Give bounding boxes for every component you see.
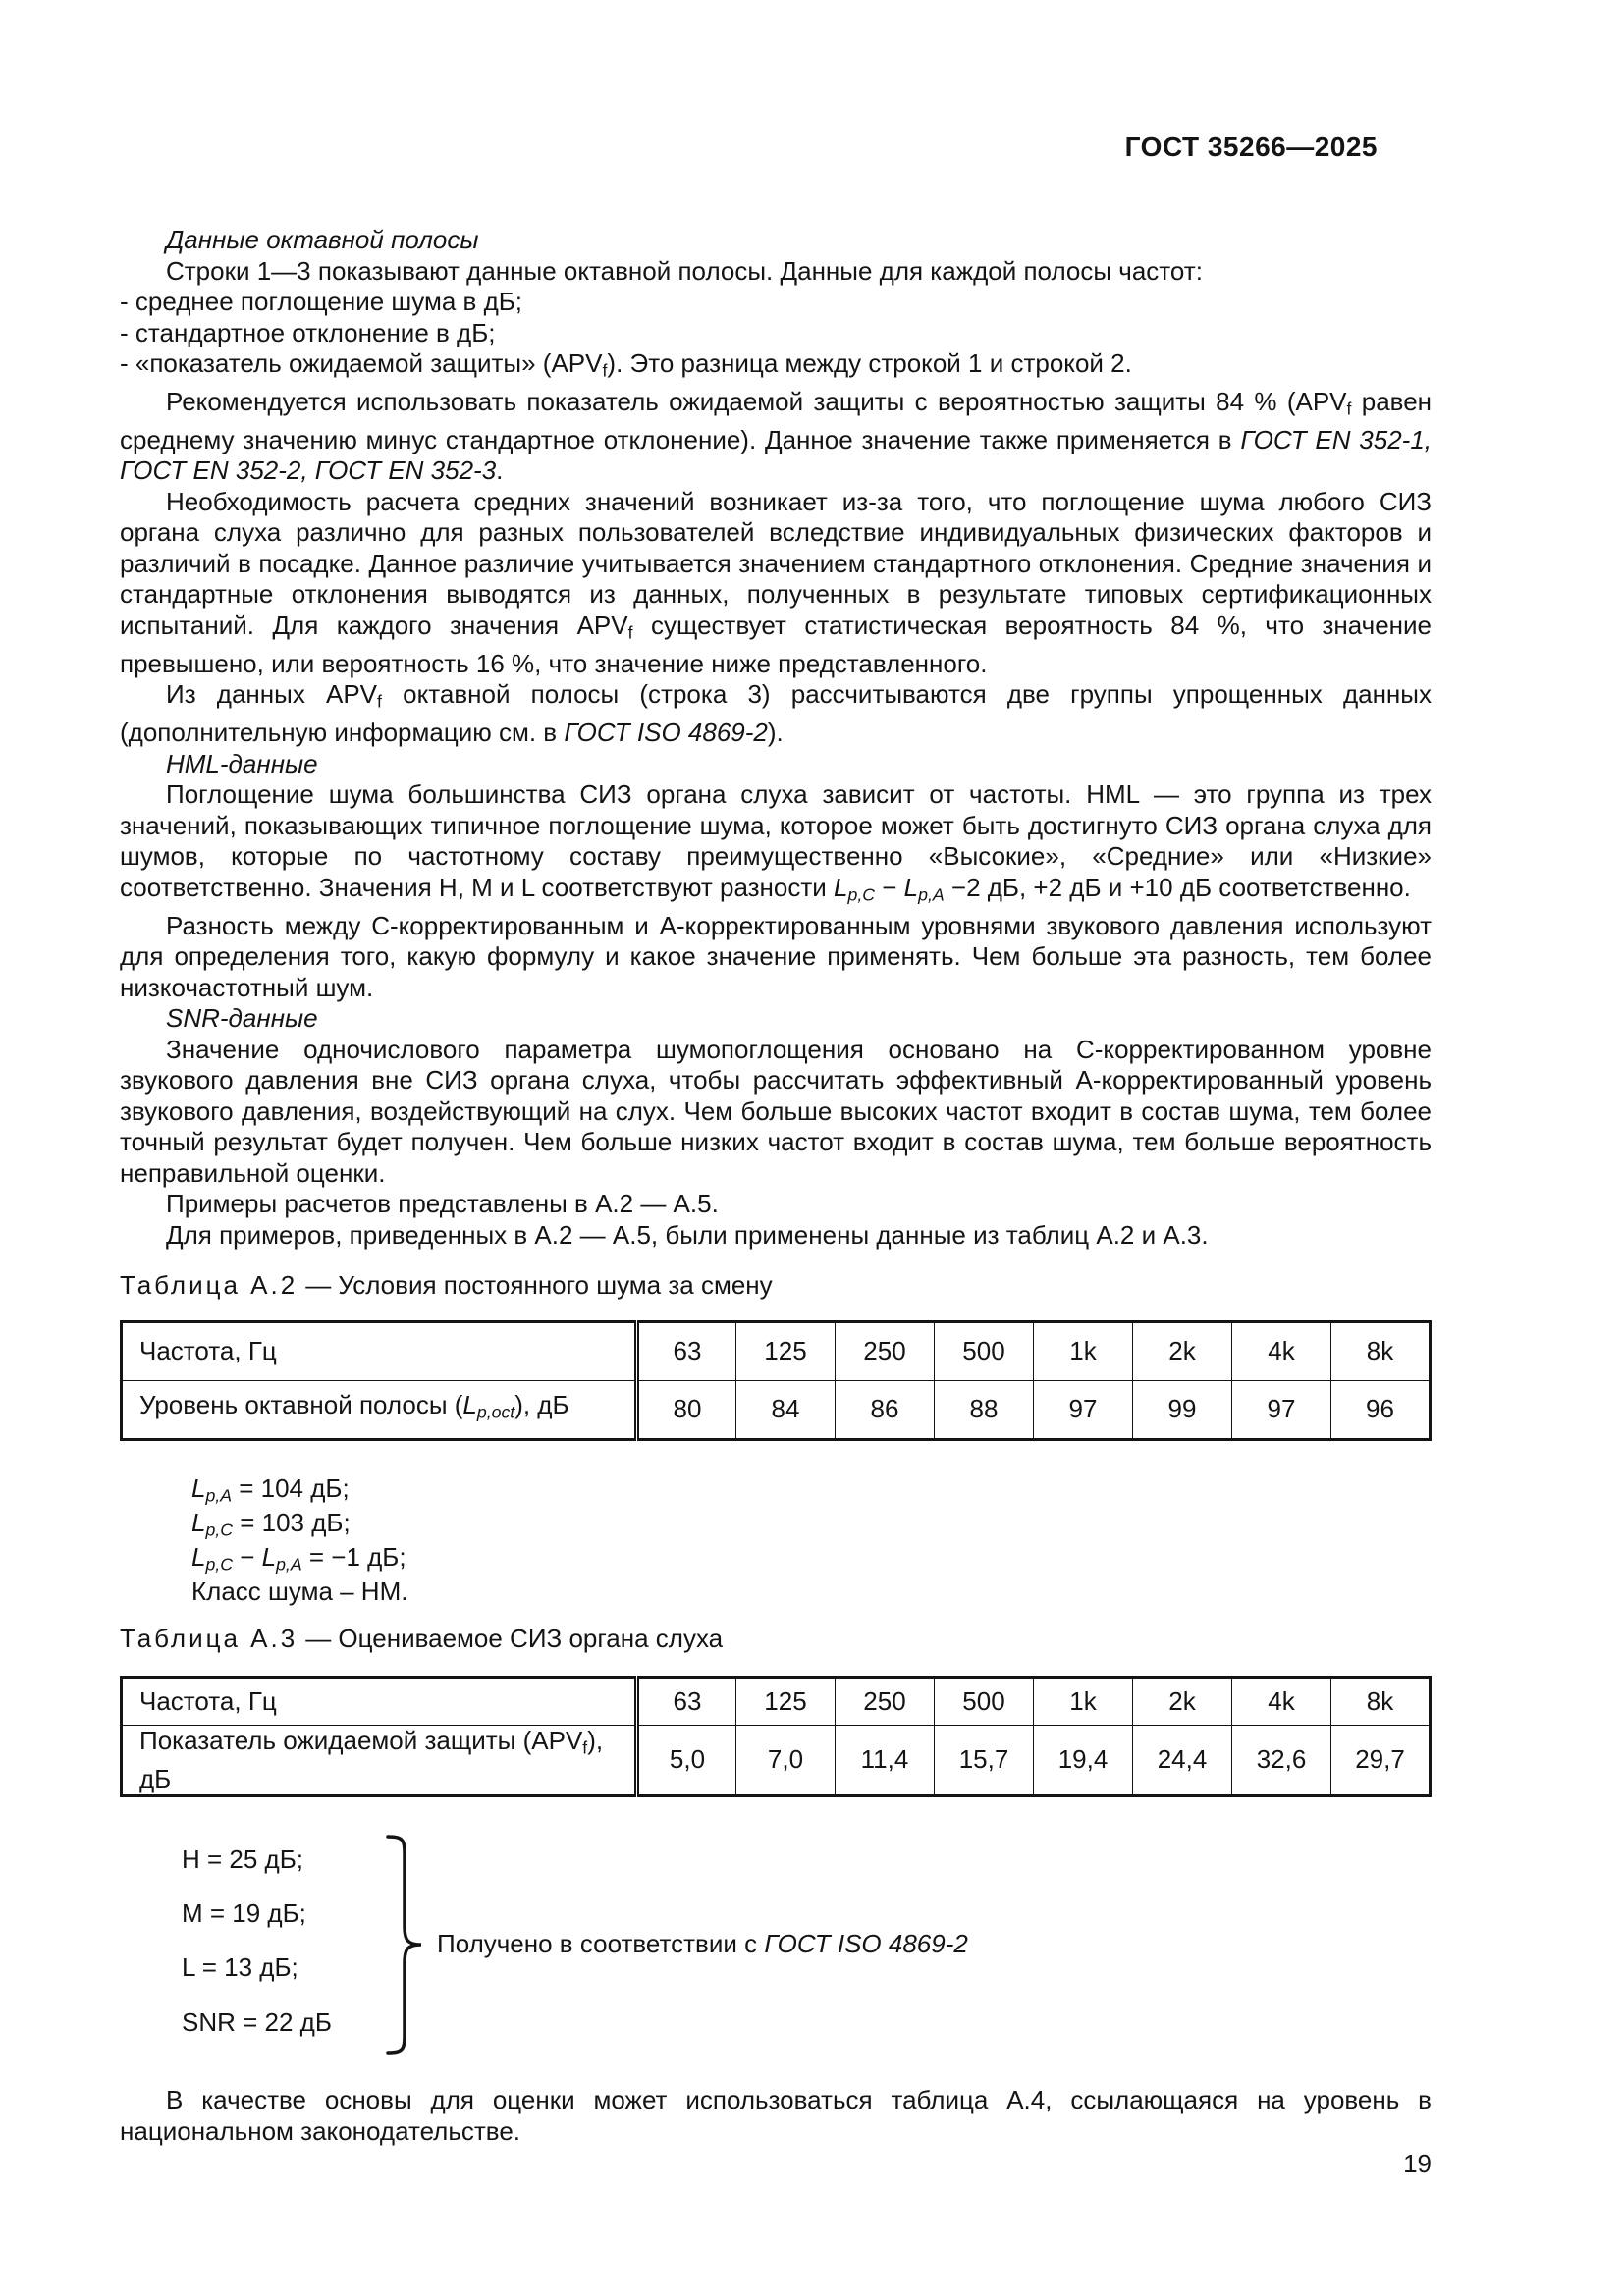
value-cell: 4k (1232, 1678, 1331, 1726)
paragraph (120, 679, 1432, 748)
value-cell: 8k (1331, 1321, 1431, 1380)
text-segment: p,C (847, 884, 876, 905)
value-cell: 7,0 (736, 1726, 836, 1796)
text-segment: f (1346, 399, 1352, 419)
text-segment: ). Это разница между строкой 1 и строкой 2. (607, 348, 1132, 378)
body-text (120, 225, 1432, 1251)
paragraph (120, 256, 1432, 288)
text-segment: Из данных APV (166, 679, 378, 710)
value-cell: 15,7 (935, 1726, 1034, 1796)
text-segment: Значение одночислового параметра шумопоглощения основано на C-корректированном уровне звукового давления вне СИЗ органа слуха, чтобы рассчитать эффективный A-корректированный уровень звукового давления, воздействующий на слух. Чем больше высоких частот входит в состав шума, тем более точный результат будет получен. Чем больше низких частот входит в состав шума, тем больше вероятность неправильной оценки. (120, 1034, 1432, 1188)
text-segment: Поглощение шума большинства СИЗ органа слуха зависит от частоты. HML — это группа из трех значений, показывающих типичное поглощение шума, которое может быть достигнуто СИЗ органа слуха для шумов, которые по частотному составу преимущественно «Высокие», «Средние» или «Низкие» соответственно. Значения H, M и L соответствуют разности (120, 779, 1432, 902)
table-row (122, 1380, 1431, 1439)
text-segment: f (377, 691, 382, 712)
value-cell: 4k (1232, 1321, 1331, 1380)
value-cell: 84 (736, 1380, 836, 1439)
paragraph (120, 1035, 1432, 1190)
text-segment: Строки 1—3 показывают данные октавной полосы. Данные для каждой полосы частот: (166, 255, 1203, 286)
value-cell: 63 (637, 1321, 736, 1380)
text-segment: p,oct (476, 1402, 515, 1422)
value-cell: 125 (736, 1678, 836, 1726)
text-segment: f (602, 360, 608, 381)
text-segment: L (903, 872, 919, 902)
text-segment: = 104 дБ; (232, 1472, 350, 1503)
value-cell: 250 (836, 1321, 935, 1380)
text-segment: = 103 дБ; (232, 1507, 351, 1537)
value-cell: 500 (935, 1678, 1034, 1726)
hml-snr-brace-figure (120, 1834, 1432, 2056)
text-segment: ГОСТ ISO 4869-2 (564, 718, 768, 748)
formula-line (191, 1471, 1432, 1506)
text-segment: SNR-данные (166, 1003, 318, 1034)
value-cell: 2k (1133, 1678, 1232, 1726)
text-segment: f (582, 1737, 588, 1758)
formula-line (191, 1506, 1432, 1540)
text-segment: ), дБ (139, 1726, 604, 1793)
formula-line (191, 1575, 1432, 1609)
paragraph (120, 287, 1432, 318)
text-segment: В качестве основы для оценки может использоваться таблица А.4, ссылающаяся на уровень в национальном законодательстве. (120, 2085, 1432, 2146)
value-cell: 24,4 (1133, 1726, 1232, 1796)
text-segment: Класс шума – НМ. (191, 1575, 408, 1606)
text-segment: ГОСТ ISO 4869-2 (764, 1929, 968, 1959)
text-segment: Для примеров, приведенных в А.2 — А.5, были применены данные из таблиц А.2 и А.3. (166, 1219, 1209, 1250)
text-segment: L (191, 1541, 206, 1572)
paragraph (120, 318, 1432, 349)
table-row (122, 1678, 1431, 1726)
text-segment: Рекомендуется использовать показатель ожидаемой защиты с вероятностью защиты 84 % (APV (166, 386, 1347, 416)
value-cell: 80 (637, 1380, 736, 1439)
value-cell: 97 (1232, 1380, 1331, 1439)
text-segment: = −1 дБ; (301, 1541, 406, 1572)
closing-paragraph (120, 2085, 1432, 2147)
paragraph (120, 348, 1432, 387)
page-content (120, 225, 1432, 2180)
value-cell: 2k (1133, 1321, 1232, 1380)
text-segment: . (496, 455, 504, 486)
text-segment: ). (767, 718, 784, 748)
table-a2-caption (120, 1270, 1432, 1302)
value-cell: 99 (1133, 1380, 1232, 1439)
value-cell: 1k (1034, 1678, 1133, 1726)
page-header: ГОСТ 35266—2025 (1124, 132, 1378, 162)
text-segment: p,C (205, 1553, 233, 1574)
table-a3-caption-text: — Оцениваемое СИЗ органа слуха (305, 1623, 724, 1653)
text-segment: HML-данные (166, 748, 318, 778)
table-a2 (120, 1320, 1432, 1441)
value-cell: 1k (1034, 1321, 1133, 1380)
table-a3-caption (120, 1624, 1432, 1655)
value-cell: 8k (1331, 1678, 1431, 1726)
table-row (122, 1726, 1431, 1796)
text-segment: − (232, 1541, 262, 1572)
text-segment: L (462, 1390, 477, 1420)
value-cell: 86 (836, 1380, 935, 1439)
table-a3-caption-label: Таблица А.3 (120, 1623, 298, 1653)
value-cell: 29,7 (1331, 1726, 1431, 1796)
row-label-cell (122, 1726, 637, 1796)
brace-item: H = 25 дБ; (182, 1844, 304, 1875)
text-segment: p,A (276, 1553, 302, 1574)
brace-item: L = 13 дБ; (182, 1952, 298, 1983)
paragraph (120, 749, 1432, 780)
text-segment: Показатель ожидаемой защиты (APV (139, 1726, 583, 1756)
value-cell: 88 (935, 1380, 1034, 1439)
text-segment: октавной полосы (строка 3) рассчитываются две группы упрощенных данных (дополнительную информацию см. в (120, 679, 1432, 748)
text-segment: L (191, 1507, 206, 1537)
value-cell: 500 (935, 1321, 1034, 1380)
row-label-cell (122, 1678, 637, 1726)
text-segment: ГОСТ EN 352-1, ГОСТ EN 352-2, ГОСТ EN 352-3 (120, 424, 1432, 486)
table-a3 (120, 1676, 1432, 1797)
text-segment: - стандартное отклонение в дБ; (120, 317, 496, 347)
value-cell: 32,6 (1232, 1726, 1331, 1796)
paragraph (120, 779, 1432, 910)
curly-brace-icon (381, 1834, 426, 2056)
text-segment: - «показатель ожидаемой защиты» (APV (120, 348, 603, 378)
text-segment: - среднее поглощение шума в дБ; (120, 287, 523, 316)
text-segment: −2 дБ, +2 дБ и +10 дБ соответственно. (944, 872, 1411, 902)
text-segment: − (875, 872, 904, 902)
page-number: 19 (1403, 2149, 1432, 2179)
paragraph (120, 1003, 1432, 1035)
value-cell: 96 (1331, 1380, 1431, 1439)
text-segment: Необходимость расчета средних значений возникает из-за того, что поглощение шума любого СИЗ органа слуха различно для разных пользователей вследствие индивидуальных физических факторов и различий в посадке. Данное различие учитывается значением стандартного отклонения. Средние значения и стандартные отклонения выводятся из данных, полученных в результате типовых сертификационных испытаний. Для каждого значения APV (120, 486, 1432, 640)
text-segment: равен среднему значению минус стандартное отклонение). Данное значение также применяется в (120, 386, 1433, 454)
value-cell: 5,0 (637, 1726, 736, 1796)
row-label-cell (122, 1321, 637, 1380)
formula-line (191, 1540, 1432, 1575)
text-segment: L (261, 1541, 277, 1572)
text-segment: Данные октавной полосы (166, 225, 479, 254)
text-segment: существует статистическая вероятность 84 %, что значение превышено, или вероятность 16 %, что значение ниже представленного. (120, 610, 1432, 678)
brace-note (437, 1928, 968, 1959)
formulas-block (191, 1471, 1432, 1609)
text-segment: p,A (205, 1484, 232, 1505)
paragraph (120, 1189, 1432, 1220)
text-segment: f (627, 622, 633, 643)
text-segment: p,C (205, 1519, 233, 1539)
row-label-cell (122, 1380, 637, 1439)
paragraph (120, 225, 1432, 256)
table-a2-caption-label: Таблица А.2 (120, 1270, 298, 1301)
table-row (122, 1321, 1431, 1380)
text-segment: ), дБ (514, 1390, 569, 1420)
paragraph (120, 487, 1432, 679)
value-cell: 19,4 (1034, 1726, 1133, 1796)
text-segment: L (191, 1472, 206, 1503)
paragraph (120, 387, 1432, 487)
brace-item: SNR = 22 дБ (182, 2007, 332, 2038)
text-segment: Разность между C-корректированным и A-корректированным уровнями звукового давления используют для определения того, какую формулу и какое значение применять. Чем больше эта разность, тем более низкочастотный шум. (120, 910, 1432, 1002)
value-cell: 63 (637, 1678, 736, 1726)
text-segment: p,A (918, 884, 945, 905)
text-segment: Частота, Гц (139, 1335, 277, 1365)
text-segment: L (834, 872, 848, 902)
text-segment: Уровень октавной полосы ( (139, 1390, 463, 1420)
value-cell: 97 (1034, 1380, 1133, 1439)
value-cell: 125 (736, 1321, 836, 1380)
text-segment: Примеры расчетов представлены в А.2 — А.5. (166, 1189, 719, 1219)
brace-item: M = 19 дБ; (182, 1898, 306, 1929)
text-segment: Частота, Гц (139, 1685, 277, 1716)
paragraph (120, 1220, 1432, 1252)
value-cell: 250 (836, 1678, 935, 1726)
text-segment: Получено в соответствии с (437, 1929, 765, 1959)
table-a2-caption-text: — Условия постоянного шума за смену (305, 1270, 773, 1301)
paragraph (120, 911, 1432, 1004)
value-cell: 11,4 (836, 1726, 935, 1796)
